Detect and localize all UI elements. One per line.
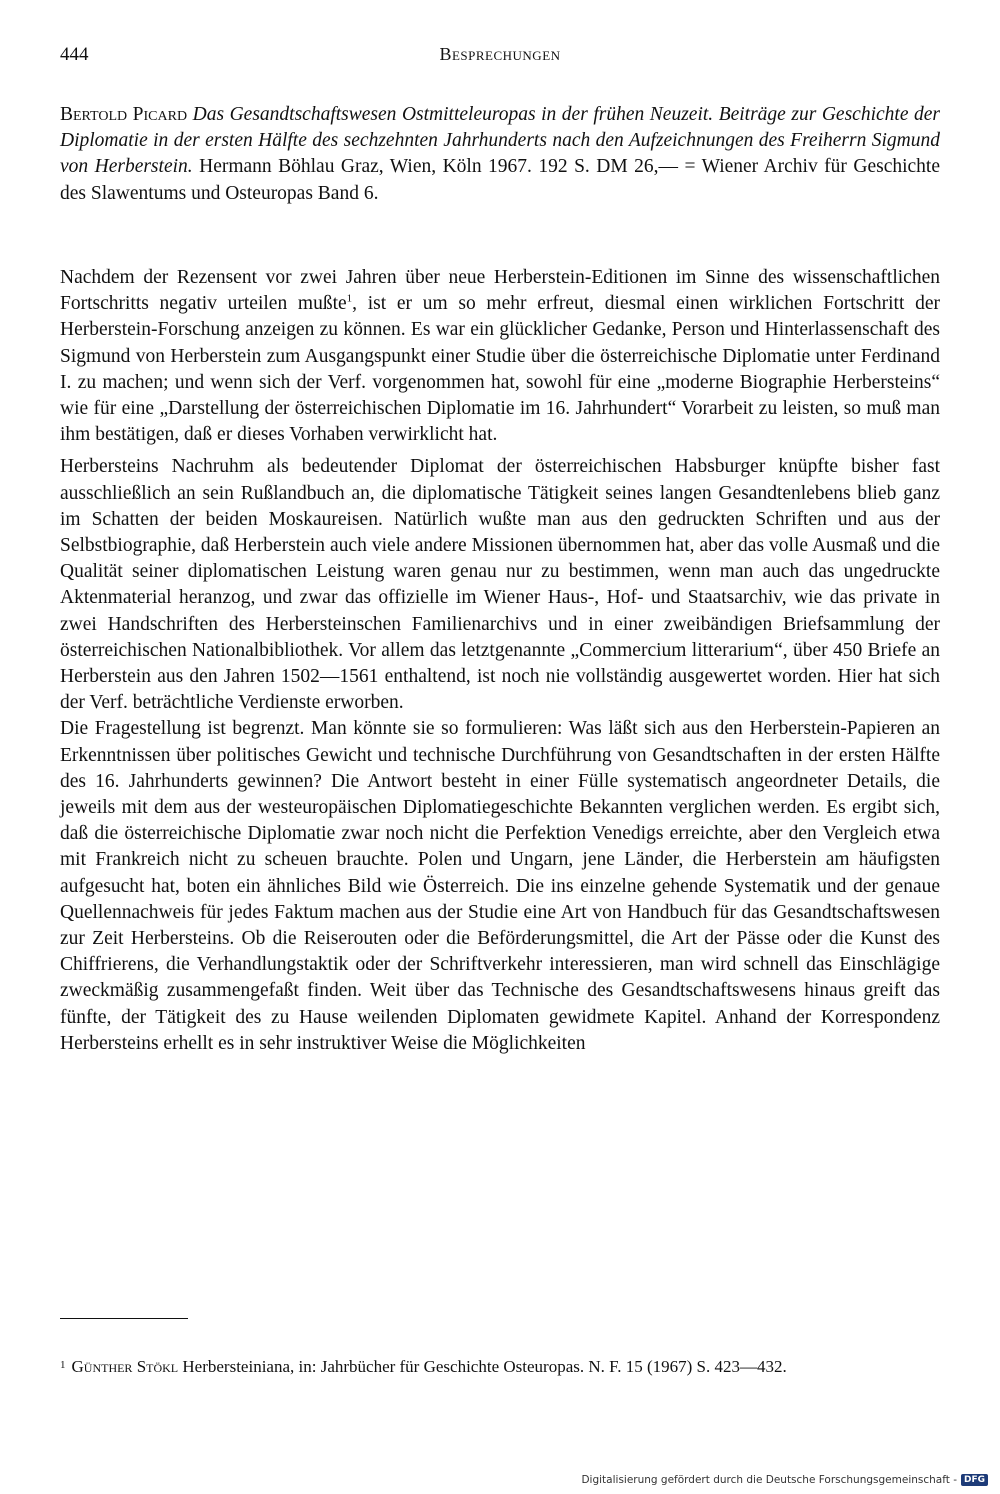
footnote-reference[interactable]: 1: [346, 292, 353, 305]
footnote-number: 1: [60, 1359, 66, 1371]
paragraph-1-text-before-note: Nachdem der Rezensent vor zwei Jahren über neue Herberstein-Editionen im Sinne des wissenschaftlichen Fortschritts negativ urteilen mußte: [60, 267, 940, 315]
review-title: Das Gesandtschaftswesen Ostmitteleuropas in der frühen Neuzeit. Beiträge zur Geschichte der Diplomatie in der ersten Hälfte des sechzehnten Jahrhunderts nach den Aufzeichnungen des Freiherrn Sigmund von Herberstein.: [60, 104, 941, 178]
footnote-text: Herbersteiniana, in: Jahrbücher für Geschichte Osteuropas. N. F. 15 (1967) S. 423—432.: [182, 1357, 787, 1376]
review-body: [60, 265, 940, 1057]
paragraph-3: Die Fragestellung ist begrenzt. Man könnte sie so formulieren: Was läßt sich aus den Herberstein-Papieren an Erkenntnissen über politisches Gewicht und technische Durchführung von Gesandtschaften in der ersten Hälfte des 16. Jahrhunderts gewinnen? Die Antwort besteht in einer Fülle systematisch angeordneter Details, die jeweils mit dem aus der westeuropäischen Diplomatiegeschichte Bekannten verglichen werden. Es ergibt sich, daß die österreichische Diplomatie zwar noch nicht die Perfektion Venedigs erreichte, aber den Vergleich etwa mit Frankreich nicht zu scheuen brauchte. Polen und Ungarn, jene Länder, die Herberstein am häufigsten aufgesucht hat, boten ein ähnliches Bild wie Österreich. Die ins einzelne gehende Systematik und der genaue Quellennachweis für jedes Faktum machen aus der Studie eine Art von Handbuch für das Gesandtschaftswesen zur Zeit Herbersteins. Ob die Reiserouten oder die Beförderungsmittel, die Art der Pässe oder die Kunst des Chiffrierens, die Verhandlungstaktik oder der Schriftverkehr interessieren, man wird schnell das Einschlägige zweckmäßig zusammengefaßt finden. Weit über das Technische des Gesandtschaftswesens hinaus greift das fünfte, der Tätigkeit des zu Hause weilenden Diplomaten gewidmete Kapitel. Anhand der Korrespondenz Herbersteins erhellt es in sehr instruktiver Weise die Möglichkeiten: [60, 718, 940, 1054]
paragraph-1-text-after-note: , ist er um so mehr erfreut, diesmal einen wirklichen Fortschritt der Herberstein-Forschung anzeigen zu können. Es war ein glücklicher Gedanke, Person und Hinterlassenschaft des Sigmund von Herberstein zum Ausgangspunkt einer Studie über die österreichische Diplomatie unter Ferdinand I. zu machen; und wenn sich der Verf. vorgenommen hat, sowohl für eine „moderne Biographie Herbersteins“ wie für eine „Darstellung der österreichischen Diplomatie im 16. Jahrhundert“ Vorarbeit zu leisten, so muß man ihm bestätigen, daß er dieses Vorhaben verwirklicht hat.: [60, 293, 940, 446]
footnote-1: [60, 1354, 940, 1378]
dfg-logo-icon: DFG: [961, 1474, 988, 1486]
page-number: 444: [60, 44, 89, 65]
review-bibliographic-header: [60, 102, 940, 207]
review-author: Bertold Picard: [60, 104, 188, 125]
paragraph-1: [60, 265, 940, 448]
digitization-credit: [581, 1474, 988, 1486]
footnote-author: Günther Stökl: [71, 1357, 179, 1376]
running-head: Besprechungen: [439, 44, 561, 64]
paragraph-2: Herbersteins Nachruhm als bedeutender Diplomat der österreichischen Habsburger knüpfte bisher fast ausschließlich an sein Rußlandbuch an, die diplomatische Tätigkeit seines langen Gesandtenlebens blieb ganz im Schatten der beiden Moskaureisen. Natürlich wußte man aus den gedruckten Schriften und aus der Selbstbiographie, daß Herberstein auch viele andere Missionen übernommen hat, aber das volle Ausmaß und die Qualität seiner diplomatischen Leistung waren genau nur zu bestimmen, wenn man auch das ungedruckte Aktenmaterial heranzog, und zwar das offizielle im Wiener Haus-, Hof- und Staatsarchiv, wie das private in zwei Handschriften des Herbersteinschen Familienarchivs und in einer zweibändigen Briefsammlung der österreichischen Nationalbibliothek. Vor allem das letztgenannte „Commercium litterarium“, über 450 Briefe an Herberstein aus den Jahren 1502—1561 enthaltend, ist noch nie vollständig ausgewertet worden. Hier hat sich der Verf. beträchtliche Verdienste erworben.: [60, 456, 940, 714]
footnote-divider: [60, 1318, 188, 1319]
review-publication: Hermann Böhlau Graz, Wien, Köln 1967. 192 S. DM 26,— = Wiener Archiv für Geschichte des Slawentums und Osteuropas Band 6.: [60, 156, 940, 204]
digitization-credit-text: Digitalisierung gefördert durch die Deutsche Forschungsgemeinschaft -: [581, 1474, 957, 1486]
